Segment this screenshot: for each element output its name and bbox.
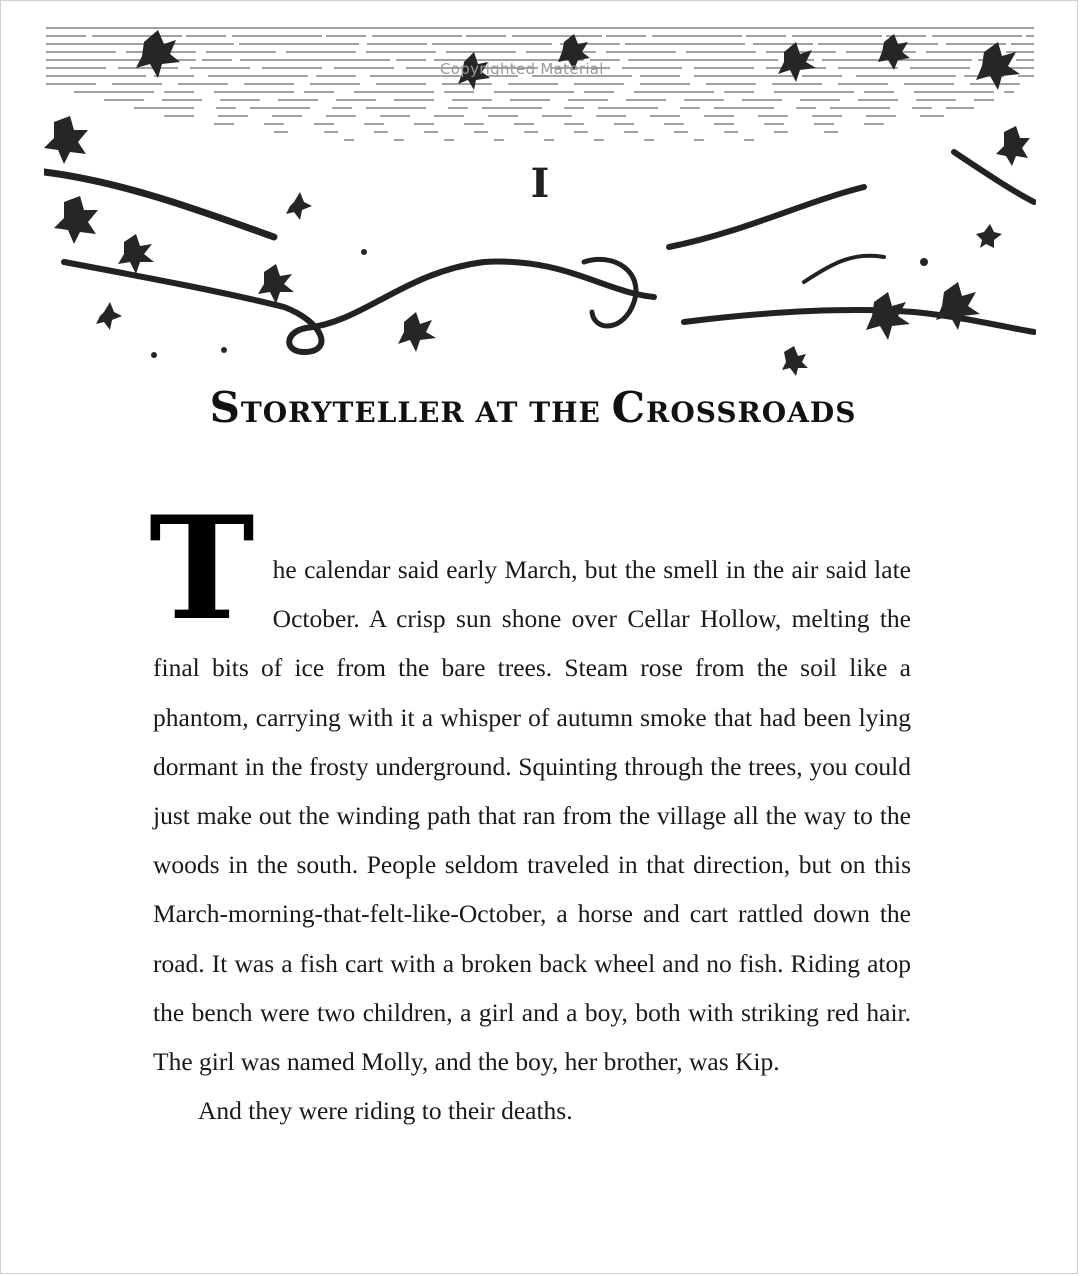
chapter-title bbox=[0, 383, 1066, 432]
title-word-2: ROSSROADS bbox=[646, 396, 857, 429]
title-connector: AT THE bbox=[464, 396, 612, 429]
copyright-watermark: Copyrighted Material bbox=[440, 60, 604, 78]
paragraph-2: And they were riding to their deaths. bbox=[198, 1096, 573, 1126]
chapter-body bbox=[149, 486, 911, 1135]
chapter-number: I bbox=[530, 160, 550, 207]
title-initial-1: S bbox=[209, 383, 241, 432]
drop-cap: T bbox=[149, 486, 255, 652]
title-initial-2: C bbox=[611, 383, 647, 432]
title-word-1: TORYTELLER bbox=[240, 396, 465, 429]
paragraph-1: he calendar said early March, but the smell in the air said late October. A crisp sun shone over Cellar Hollow, melting the final bits of ice from the bare trees. Steam rose from the soil like a phantom, carrying with it a whisper of autumn smoke that had been lying dormant in the frosty underground. Squinting through the trees, you could just make out the winding path that ran from the village all the way to the woods in the south. People seldom traveled in that direction, but on this March-morning-that-felt-like-October, a horse and cart rattled down the road. It was a fish cart with a broken back wheel and no fish. Riding atop the bench were two children, a girl and a boy, both with striking red hair. The girl was named Molly, and the boy, her brother, was Kip. bbox=[153, 555, 911, 1077]
